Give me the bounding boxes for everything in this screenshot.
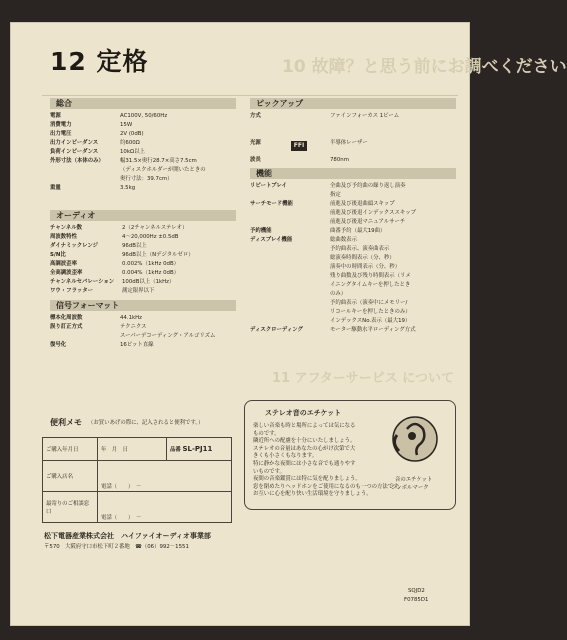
shop-tel: 電話（ ） －: [101, 484, 142, 490]
etiquette-line: 楽しい音楽も時と場所によっては気になる: [253, 423, 356, 429]
audio-row-value: 2（2チャンネルステレオ）: [122, 225, 188, 231]
audio-row-label: 全高調波歪率: [50, 270, 83, 276]
memo-title: 便利メモ: [50, 418, 82, 427]
signal-row-value: 16ビット直線: [120, 342, 154, 348]
etiquette-line: ものです。: [253, 430, 280, 437]
audio-row-label: ワウ・フラッター: [50, 288, 94, 294]
purchase-date-field[interactable]: 年 月 日: [98, 438, 167, 461]
audio-row-label: ダイナミックレンジ: [50, 243, 99, 249]
contact-label: 最寄りのご相談窓口: [43, 492, 98, 523]
functions-row-label: ディスクローディング: [250, 327, 303, 333]
section-audio: オーディオ: [50, 210, 236, 221]
page-title: 12 定格: [50, 47, 149, 76]
purchase-date-label: ご購入年月日: [43, 438, 98, 461]
contact-field[interactable]: [98, 492, 232, 523]
pickup-row-value: ファインフォーカス 1ビーム: [330, 113, 400, 119]
audio-row-value: 0.002%（1kHz 0dB）: [122, 261, 180, 267]
general-row-value: 幅31.5×奥行28.7×高さ7.5cm: [120, 158, 197, 164]
general-row-label: 出力電圧: [50, 131, 72, 137]
pickup-row-label: 光源: [250, 140, 261, 146]
general-row-label: 出力インピーダンス: [50, 140, 99, 146]
shop-field[interactable]: [98, 461, 232, 492]
general-row-value: 3.5kg: [120, 185, 136, 191]
etiquette-caption-2: シンボルマーク: [391, 485, 429, 491]
etiquette-line: ステレオの音量はあなたの心がけ次第で大: [253, 445, 356, 452]
general-row-label: 外形寸法（本体のみ）: [50, 158, 104, 164]
section-functions: 機能: [250, 168, 456, 179]
pickup-row-label: 波長: [250, 157, 261, 163]
etiquette-line: 特に静かな夜間には小さな音でも通りやす: [253, 461, 356, 467]
audio-row-label: 周波数特性: [50, 234, 77, 240]
contact-tel: 電話（ ） －: [101, 515, 142, 521]
etiquette-box: [244, 400, 456, 510]
signal-row-value: テクニクス: [120, 324, 147, 330]
etiquette-line: お互いに心を配り快い生活環境を守りましょう。: [253, 491, 372, 498]
model-label: 品番: [170, 447, 181, 453]
functions-row-value: のみ）: [330, 291, 347, 297]
functions-row-label: サーチモード機能: [250, 201, 293, 207]
general-row-value: 15W: [120, 122, 133, 128]
section-signal: 信号フォーマット: [50, 300, 236, 311]
signal-row-label: 復号化: [50, 342, 67, 348]
general-row-value: 10kΩ以上: [120, 149, 145, 155]
functions-row-label: 予約機能: [250, 228, 272, 234]
hand-ear-icon: [385, 409, 445, 471]
audio-row-label: チャンネル数: [50, 225, 83, 231]
section-pickup: ピックアップ: [250, 98, 456, 109]
functions-row-value: 前進及び後退マニュアルサーチ: [330, 219, 406, 225]
doc-code-2: F0785D1: [404, 597, 429, 603]
functions-row-value: 前進及び後退曲頭スキップ: [330, 201, 395, 207]
etiquette-caption-1: 音のエチケット: [395, 477, 433, 483]
etiquette-line: 窓を閉めたりヘッドホンをご使用になるのも一つの方法です。: [253, 483, 404, 490]
audio-row-value: 100dB以上（1kHz）: [122, 279, 175, 285]
pickup-row-value: 半導体レーザー: [330, 140, 368, 146]
functions-row-value: 曲番予約（最大19曲）: [330, 228, 386, 234]
functions-row-value: モーター駆動水平ローディング方式: [330, 327, 416, 333]
etiquette-line: いものです。: [253, 468, 285, 475]
model-number: SL-PJ11: [182, 445, 213, 453]
etiquette-title: ステレオ音のエチケット: [265, 409, 342, 417]
section-general: 総合: [50, 98, 236, 109]
functions-row-value: 総演奏時間表示（分、秒）: [330, 255, 395, 261]
general-row-value: 奥行寸法：39.7cm）: [120, 176, 173, 182]
audio-row-value: 0.004%（1kHz 0dB）: [122, 270, 180, 276]
functions-row-value: インデックスNo.表示（最大19）: [330, 318, 411, 324]
signal-row-value: 44.1kHz: [120, 315, 143, 321]
ffi-logo: FFI: [291, 141, 307, 151]
signal-row-label: 誤り訂正方式: [50, 324, 83, 330]
functions-row-value: 演奏中の時間表示（分、秒）: [330, 264, 401, 270]
audio-row-value: 4〜20,000Hz ±0.5dB: [122, 234, 179, 240]
memo-table: [42, 437, 232, 523]
functions-row-label: リピートプレイ: [250, 183, 287, 189]
doc-code-1: SQJD2: [408, 588, 425, 594]
functions-row-value: イニングタイムキーを押したとき: [330, 282, 411, 288]
functions-row-value: 指定: [330, 192, 341, 198]
audio-row-value: 96dB以上（Nデジタルゼロ）: [122, 252, 194, 258]
audio-row-label: 高調波歪率: [50, 261, 77, 267]
pickup-row-label: 方式: [250, 113, 261, 119]
general-row-label: 負荷インピーダンス: [50, 149, 99, 155]
general-row-value: AC100V, 50/60Hz: [120, 113, 168, 119]
signal-row-label: 標本化周波数: [50, 315, 83, 321]
manual-page: [10, 22, 567, 626]
general-row-value: 2V (0dB): [120, 131, 144, 137]
functions-row-value: 総曲数表示: [330, 237, 357, 243]
title-rule: [42, 95, 458, 96]
functions-row-value: 前進及び後退インデックススキップ: [330, 210, 416, 216]
audio-row-value: 測定限界以下: [122, 288, 155, 294]
functions-row-label: ディスプレイ機能: [250, 237, 293, 243]
general-row-label: 重量: [50, 185, 61, 191]
functions-row-value: 残り曲数及び残り時間表示（リメ: [330, 273, 411, 279]
etiquette-line: 隣近所への配慮を十分にいたしましょう。: [253, 438, 356, 445]
audio-row-label: S/N比: [50, 252, 66, 258]
general-row-label: 電源: [50, 113, 61, 119]
functions-row-value: 予約曲表示（演奏中にメモリー/: [330, 300, 408, 306]
company-name: 松下電器産業株式会社 ハイファイオーディオ事業部: [44, 532, 211, 540]
etiquette-line: 夜間の音楽鑑賞には特に気を配りましょう。: [253, 476, 361, 483]
memo-note: （お買いあげの際に、記入されると便利です。）: [88, 420, 204, 426]
audio-row-label: チャンネルセパレーション: [50, 279, 115, 285]
general-row-value: （ディスクホルダーが開いたときの: [120, 167, 206, 173]
general-row-value: 約600Ω: [120, 140, 140, 146]
pickup-row-value: 780nm: [330, 157, 349, 163]
etiquette-line: きくも小さくもなります。: [253, 453, 318, 460]
functions-row-value: 予約曲表示、演奏曲表示: [330, 246, 390, 252]
shop-label: ご購入店名: [43, 461, 98, 492]
functions-row-value: リコールキーを押したときのみ）: [330, 309, 411, 315]
company-address: 〒570 大阪府守口市松下町２番地 ☎（06）992－1551: [44, 544, 189, 550]
general-row-label: 消費電力: [50, 122, 72, 128]
model-cell: [167, 438, 232, 461]
audio-row-value: 96dB以上: [122, 243, 147, 249]
functions-row-value: 全曲及び予約曲の繰り返し演奏: [330, 183, 406, 189]
ghost-heading: 10 故障？と思う前にお調べください: [282, 57, 567, 77]
ghost-heading-2: 11 アフターサービス について: [272, 371, 454, 386]
signal-row-value: スーパーデコーディング・アルゴリズム: [120, 333, 216, 339]
